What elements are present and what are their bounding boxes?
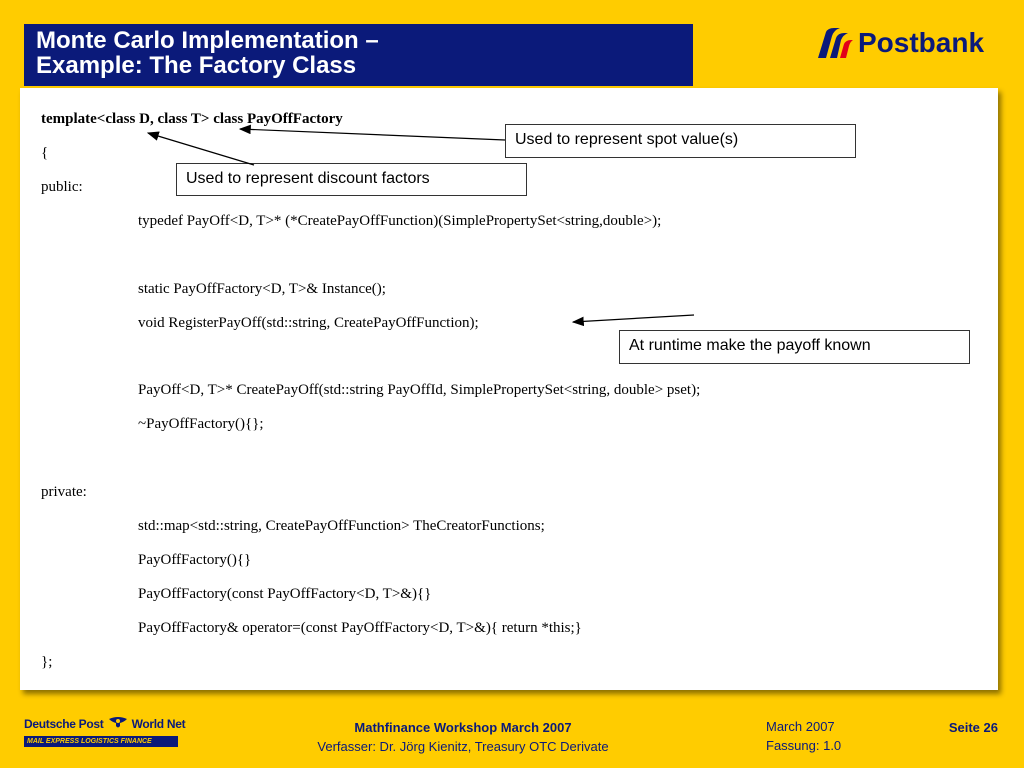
callout-discount-factors: Used to represent discount factors [176,163,527,196]
code-line-10: std::map<std::string, CreatePayOffFunction> TheCreatorFunctions; [138,518,545,534]
callout-runtime-payoff: At runtime make the payoff known [619,330,970,364]
footer-date: March 2007 [766,719,835,734]
footer-author: Verfasser: Dr. Jörg Kienitz, Treasury OTC Derivate [317,739,609,754]
post-horn-icon [107,716,129,730]
code-line-11: PayOffFactory(){} [138,552,252,568]
callout-spot-value: Used to represent spot value(s) [505,124,856,158]
code-line-9: private: [41,484,87,500]
code-line-7: PayOff<D, T>* CreatePayOff(std::string PayOffId, SimplePropertySet<string, double> pset); [138,382,701,398]
postbank-logo [810,26,1000,60]
code-line-3: public: [41,179,83,195]
code-line-6: void RegisterPayOff(std::string, CreatePayOffFunction); [138,315,479,331]
page-number: Seite 26 [948,720,998,735]
slide-title [24,24,693,86]
code-line-1: template<class D, class T> class PayOffFactory [41,111,343,127]
deutsche-post-tagline: MAIL EXPRESS LOGISTICS FINANCE [24,736,178,747]
code-line-13: PayOffFactory& operator=(const PayOffFactory<D, T>&){ return *this;} [138,620,582,636]
footer-workshop: Mathfinance Workshop March 2007 [354,720,572,735]
footer-version: Fassung: 1.0 [766,738,842,753]
postbank-wordmark: Postbank [858,27,985,58]
code-line-14: }; [41,654,53,670]
slide-title-line-2: Example: The Factory Class [36,52,357,79]
slide-title-line-1: Monte Carlo Implementation – [36,27,379,54]
code-line-12: PayOffFactory(const PayOffFactory<D, T>&){} [138,586,432,602]
code-line-5: static PayOffFactory<D, T>& Instance(); [138,281,386,297]
postbank-swoosh-icon [810,26,854,60]
deutsche-post-name: Deutsche Post World Net [24,717,186,731]
code-line-4: typedef PayOff<D, T>* (*CreatePayOffFunction)(SimplePropertySet<string,double>); [138,213,662,229]
code-line-2: { [41,145,49,161]
code-line-8: ~PayOffFactory(){}; [138,416,264,432]
deutsche-post-logo [24,716,186,750]
